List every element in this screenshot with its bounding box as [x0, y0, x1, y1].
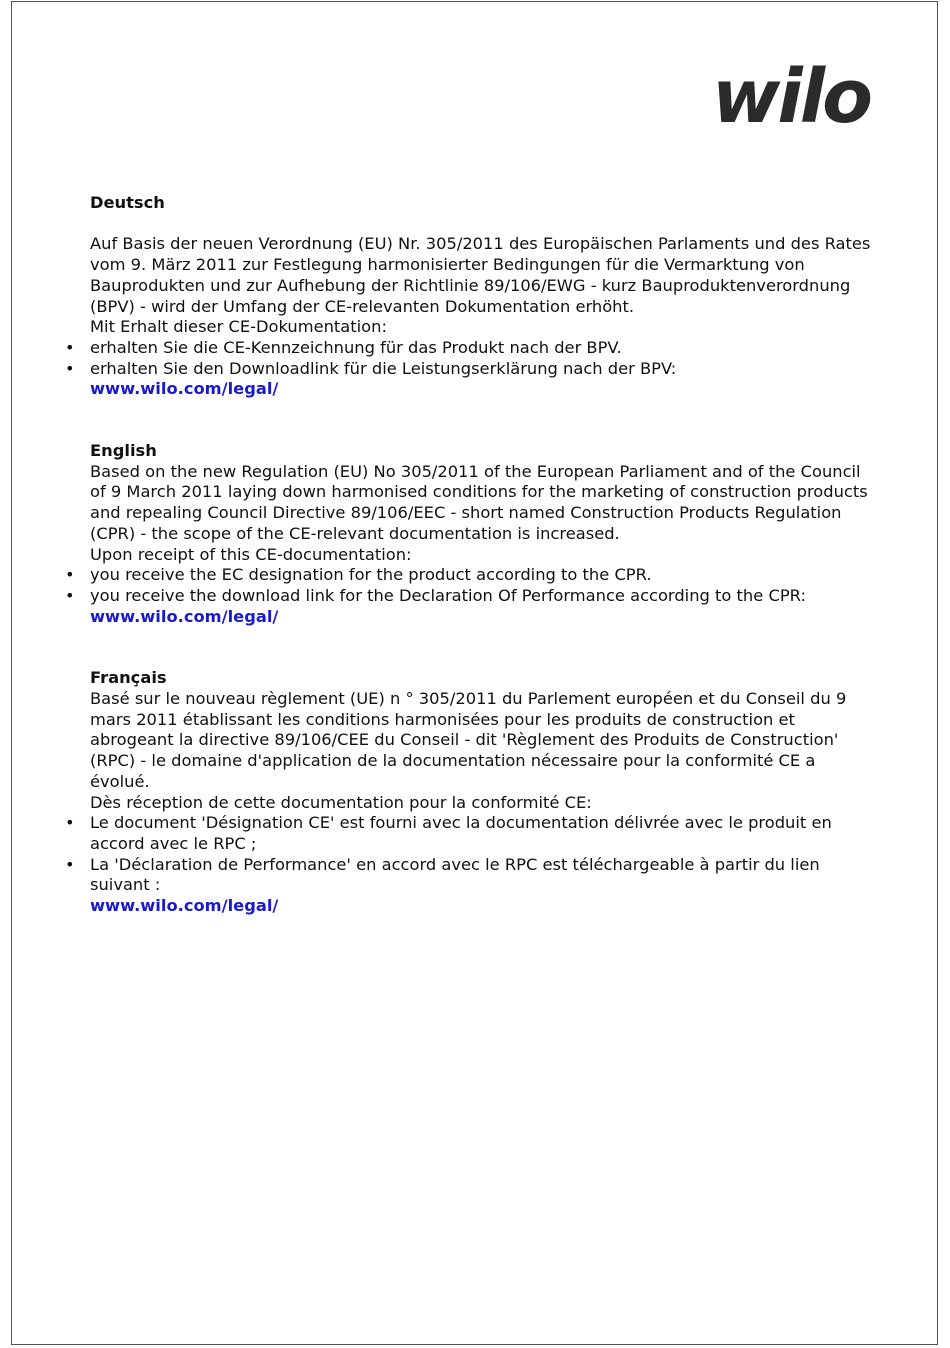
bullet-list-francais: [90, 813, 880, 896]
intro-paragraph-deutsch: Auf Basis der neuen Verordnung (EU) Nr. 305/2011 des Europäischen Parlaments und des Rates vom 9. März 2011 zur Festlegung harmonisierter Bedingungen für die Vermarktung von Bauprodukten und zur Aufhebung der Richtlinie 89/106/EWG - kurz Bauproduktenverordnung (BPV) - wird der Umfang der CE-relevanten Dokumentation erhöht.: [90, 234, 871, 316]
legal-link-francais[interactable]: www.wilo.com/legal/: [90, 896, 279, 916]
section-title-deutsch: Deutsch: [90, 193, 165, 212]
list-item: • Le document 'Désignation CE' est fourni avec la documentation délivrée avec le produit en accord avec le RPC ;: [90, 813, 880, 854]
lead-text-francais: Dès réception de cette documentation pour la conformité CE:: [90, 792, 592, 812]
section-title-english: English: [90, 441, 157, 461]
bullet-list-english: [90, 565, 880, 606]
lead-text-english: Upon receipt of this CE-documentation:: [90, 544, 412, 564]
list-item: • you receive the download link for the Declaration Of Performance according to the CPR:: [90, 586, 880, 607]
list-item: • La 'Déclaration de Performance' en accord avec le RPC est téléchargeable à partir du lien suivant :: [90, 855, 880, 896]
lead-text-deutsch: Mit Erhalt dieser CE-Dokumentation:: [90, 317, 387, 337]
section-francais: [90, 668, 880, 916]
wilo-logo: wilo: [712, 54, 870, 140]
legal-link-deutsch[interactable]: www.wilo.com/legal/: [90, 379, 279, 399]
section-title-francais: Français: [90, 668, 167, 688]
legal-link-english[interactable]: www.wilo.com/legal/: [90, 606, 279, 626]
intro-paragraph-francais: Basé sur le nouveau règlement (UE) n ° 305/2011 du Parlement européen et du Conseil du 9 mars 2011 établissant les conditions harmonisées pour les produits de construction et abrogeant la directive 89/106/CEE du Conseil - dit 'Règlement des Produits de Construction' (RPC) - le domaine d'application de la documentation nécessaire pour la conformité CE a évolué.: [90, 689, 847, 791]
list-item: • erhalten Sie den Downloadlink für die Leistungserklärung nach der BPV:: [90, 359, 880, 380]
list-item: • you receive the EC designation for the product according to the CPR.: [90, 565, 880, 586]
document-body: [90, 193, 880, 917]
intro-paragraph-english: Based on the new Regulation (EU) No 305/2011 of the European Parliament and of the Council of 9 March 2011 laying down harmonised conditions for the marketing of construction products and repealing Council Directive 89/106/EEC - short named Construction Products Regulation (CPR) - the scope of the CE-relevant documentation is increased.: [90, 461, 868, 543]
bullet-list-deutsch: [90, 338, 880, 379]
section-deutsch: [90, 193, 880, 400]
section-english: [90, 441, 880, 627]
list-item: • erhalten Sie die CE-Kennzeichnung für das Produkt nach der BPV.: [90, 338, 880, 359]
